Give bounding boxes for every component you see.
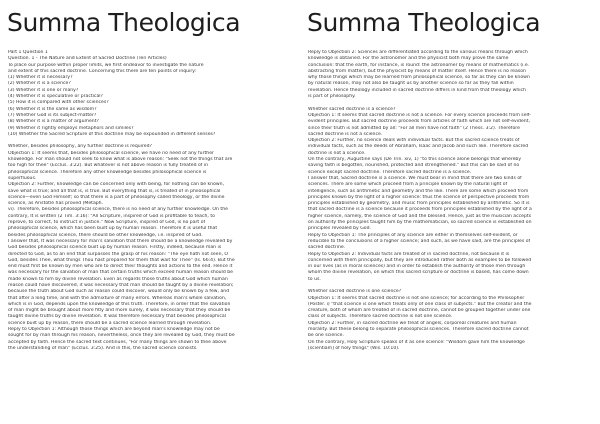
text-line: (1) Whether it is necessary? <box>8 75 73 81</box>
text-line: reprove, to correct, to instruct in justice." Now Scripture, inspired of God, is no part of <box>8 220 206 226</box>
text-line: higher science, namely, the science of God and the blessed. Hence, just as the musician accepts <box>308 213 532 219</box>
text-line: taught divine truths by divine revelation. It was therefore necessary that besides philosophical <box>8 314 226 320</box>
text-line: Part 1 Question 1 <box>8 50 48 55</box>
text-line: the understanding of man" (Ecclus. 3:25). And in this, the sacred science consists. <box>8 345 198 351</box>
text-line: Objection 1: It seems that sacred doctrine is not one science; for according to the Philosopher <box>308 295 525 301</box>
text-line: be one science. <box>308 333 344 339</box>
text-line: (2) Whether it is a science? <box>8 81 71 87</box>
text-line: [scientiam] of holy things" (Wis. 10:10). <box>308 345 400 351</box>
text-line: end must first be known by men who are to direct their thoughts and actions to the end. Hence it <box>8 264 233 270</box>
text-line: (7) Whether God is its subject-matter? <box>8 112 97 118</box>
text-line: On the contrary, Holy Scripture speaks of it as one science: "Wisdom gave him the knowledge <box>308 339 525 345</box>
text-line: (Poster. i) "that science is one which treats only of one class of subjects." But the creator and the <box>308 301 532 307</box>
text-line: principles revealed by God. <box>308 226 371 232</box>
text-line: Objection 2: Further, no science deals with individual facts. But this sacred science treats of <box>308 138 520 144</box>
text-line: Reply to Objection 2: Individual facts are treated of in sacred doctrine, not because it is <box>308 251 510 257</box>
text-line: is part of philosophy. <box>308 94 356 100</box>
text-line: in our lives (as in moral sciences) and in order to establish the authority of those men through <box>308 264 526 270</box>
text-line: abstracting from matter), but the physicist by means of matter itself. Hence there is no reason <box>308 68 526 74</box>
text-line: evident principles. But sacred doctrine proceeds from articles of faith which are not self-evident, <box>308 119 530 125</box>
text-line: science except sacred doctrine. Therefore sacred doctrine is a science. <box>308 169 472 175</box>
text-line: saving faith is begotten, nourished, protected and strengthened." But this can be said of no <box>308 163 520 169</box>
text-line: knowledge. For man should not seek to know what is above reason: "Seek not the things that are <box>8 157 233 163</box>
text-line: science, as Aristotle has proved (Metaph. <box>8 201 104 207</box>
text-line: reason could have discovered, it was necessary that man should be taught by a divine revelation; <box>8 282 234 288</box>
text-line: To place our purpose within proper limits, we first endeavor to investigate the nature <box>8 62 204 68</box>
text-line: to us. <box>308 276 321 282</box>
text-line: that after a long time, and with the admixture of many errors. Whereas man's whole salvation, <box>8 295 227 301</box>
text-line: sciences. There are some which proceed from a principle known by the natural light of <box>308 182 508 188</box>
text-line: since their truth is not admitted by all: "For all men have not faith" (2 Thess. 3:2). Therefore <box>308 125 520 131</box>
text-line: (9) Whether it rightly employs metaphors and similes? <box>8 125 134 131</box>
text-line: Objection 2: Further, in sacred doctrine we treat of angels, corporeal creatures and human <box>308 320 517 326</box>
text-line: philosophical science, which has been built up by human reason. Therefore it is useful that <box>8 226 218 232</box>
text-line: directed to God, as to an end that surpasses the grasp of his reason: "The eye hath not seen, O <box>8 251 229 257</box>
right-page <box>300 0 600 424</box>
text-line: was necessary for the salvation of man that certain truths which exceed human reason should be <box>8 270 233 276</box>
text-line: (8) Whether it is a matter of argument? <box>8 119 99 125</box>
text-line: sacred doctrine. <box>308 245 346 251</box>
text-line: morality. But these belong to separate philosophical sciences. Therefore sacred doctrine cannot <box>308 327 529 333</box>
text-line: Objection 2: Further, knowledge can be concerned only with being, for nothing can be known, <box>8 182 225 188</box>
text-line: save what is true; and all that is, is true. But everything that is, is treated of in philosophical <box>8 188 221 194</box>
text-line: (6) Whether it is the same as wisdom? <box>8 106 97 112</box>
text-line: superfluous. <box>8 175 37 181</box>
text-line: besides philosophical science, there should be other knowledge, i.e. inspired of God. <box>8 232 203 238</box>
text-line: and extent of this sacred doctrine. Concerning this there are ten points of inquiry: <box>8 68 197 74</box>
text-line: Objection 1: It seems that sacred doctrine is not a science. For every science proceeds from self- <box>308 112 531 118</box>
page-title: Summa Theologica <box>307 8 541 37</box>
text-line: Objection 1: It seems that, besides philosophical science, we have no need of any further <box>8 150 214 156</box>
text-line: individual facts, such as the deeds of Abraham, Isaac and Jacob and such like. Therefore sacred <box>308 144 529 150</box>
page-title: Summa Theologica <box>7 8 241 37</box>
text-line: creature, both of whom are treated of in sacred doctrine, cannot be grouped together under one <box>308 308 531 314</box>
text-line: I answer that, Sacred doctrine is a science. We must bear in mind that there are two kinds of <box>308 175 522 181</box>
text-line: (4) Whether it is speculative or practical? <box>8 94 103 100</box>
text-line: why those things which may be learned from philosophical science, so far as they can be known <box>308 75 530 81</box>
text-line: sacred doctrine is not a science. <box>308 131 383 137</box>
text-line: by natural reason, may not also be taught us by another science so far as they fall within <box>308 81 514 87</box>
text-line: God besides philosophical science built up by human reason. Firstly, indeed, because man is <box>8 245 222 251</box>
text-line: On the contrary, Augustine says (De Trin. xiv, 1) "to this science alone belongs that whereby <box>308 157 522 163</box>
text-line: Reply to Objection 1: Although those things which are beyond man's knowledge may not be <box>8 327 220 333</box>
text-line: principles known by the light of a higher science: thus the science of perspective proceeds from <box>308 194 530 200</box>
text-line: Whether sacred doctrine is a science? <box>308 106 396 112</box>
text-line: on authority the principles taught him by the mathematician, so sacred science is established on <box>308 220 532 226</box>
text-line: (5) How it is compared with other sciences? <box>8 100 109 106</box>
text-line: Question. 1 - The Nature and Extent of Sacred Doctrine (Ten Articles) <box>8 56 167 62</box>
text-line: science—even God Himself; so that there is a part of philosophy called theology, or the divine <box>8 194 225 200</box>
page-body <box>308 50 592 352</box>
text-line: principles established by geometry, and music from principles established by arithmetic. So it is <box>308 201 530 207</box>
text-line: Whether sacred doctrine is one science? <box>308 289 402 295</box>
text-line: I answer that, It was necessary for man's salvation that there should be a knowledge revealed by <box>8 238 233 244</box>
text-line: which is in God, depends upon the knowledge of this truth. Therefore, in order that the salvation <box>8 301 231 307</box>
page-body <box>8 50 292 352</box>
text-line: too high for thee" (Ecclus. 3:22). But whatever is not above reason is fully treated of in <box>8 163 209 169</box>
text-line: vi). Therefore, besides philosophical science, there is no need of any further knowledge. On the <box>8 207 228 213</box>
text-line: made known to him by divine revelation. Even as regards those truths about God which human <box>8 276 228 282</box>
text-line: God, besides Thee, what things Thou hast prepared for them that wait for Thee" (Is. 66:4). But the <box>8 257 235 263</box>
text-line: conclusion: that the earth, for instance, is round: the astronomer by means of mathematics (i.e. <box>308 62 530 68</box>
text-line: whom the divine revelation, on which this sacred scripture or doctrine is based, has come down <box>308 270 529 276</box>
text-line: knowledge is obtained. For the astronomer and the physicist both may prove the same <box>308 56 509 62</box>
text-line: reducible to the conclusions of a higher science; and such, as we have said, are the principles of <box>308 238 531 244</box>
text-line: contrary, It is written (2 Tim. 3:16): "All Scripture, inspired of God is profitable to teach, to <box>8 213 215 219</box>
text-line: that sacred doctrine is a science because it proceeds from principles established by the light of a <box>308 207 532 213</box>
text-line: philosophical science. Therefore any other knowledge besides philosophical science is <box>8 169 207 175</box>
text-line: (10) Whether the Sacred Scripture of this doctrine may be expounded in different senses? <box>8 131 216 137</box>
text-line: (3) Whether it is one or many? <box>8 87 79 93</box>
text-line: Reply to Objection 2: Sciences are differentiated according to the various means through which <box>308 50 528 55</box>
text-line: Reply to Objection 1: The principles of any science are either in themselves self-evident, or <box>308 232 518 238</box>
text-line: accepted by faith. Hence the sacred text continues, "For many things are shown to thee above <box>8 339 227 345</box>
text-line: Whether, besides philosophy, any further doctrine is required? <box>8 144 152 150</box>
text-line: sought for by man through his reason, nevertheless, once they are revealed by God, they must be <box>8 333 235 339</box>
text-line: doctrine is not a science. <box>308 150 366 156</box>
text-line: revelation. Hence theology included in sacred doctrine differs in kind from that theology which <box>308 87 526 93</box>
text-line: class of subjects. Therefore sacred doctrine is not one science. <box>308 314 453 320</box>
text-line: of man might be brought about more fitly and more surely, it was necessary that they should be <box>8 308 231 314</box>
text-line: science built up by reason, there should be a sacred science learned through revelation. <box>8 320 212 326</box>
text-line: concerned with them principally, but they are introduced rather both as examples to be followed <box>308 257 532 263</box>
text-line: because the truth about God such as reason could discover, would only be known by a few, and <box>8 289 230 295</box>
text-line: intelligence, such as arithmetic and geometry and the like. There are some which proceed from <box>308 188 529 194</box>
